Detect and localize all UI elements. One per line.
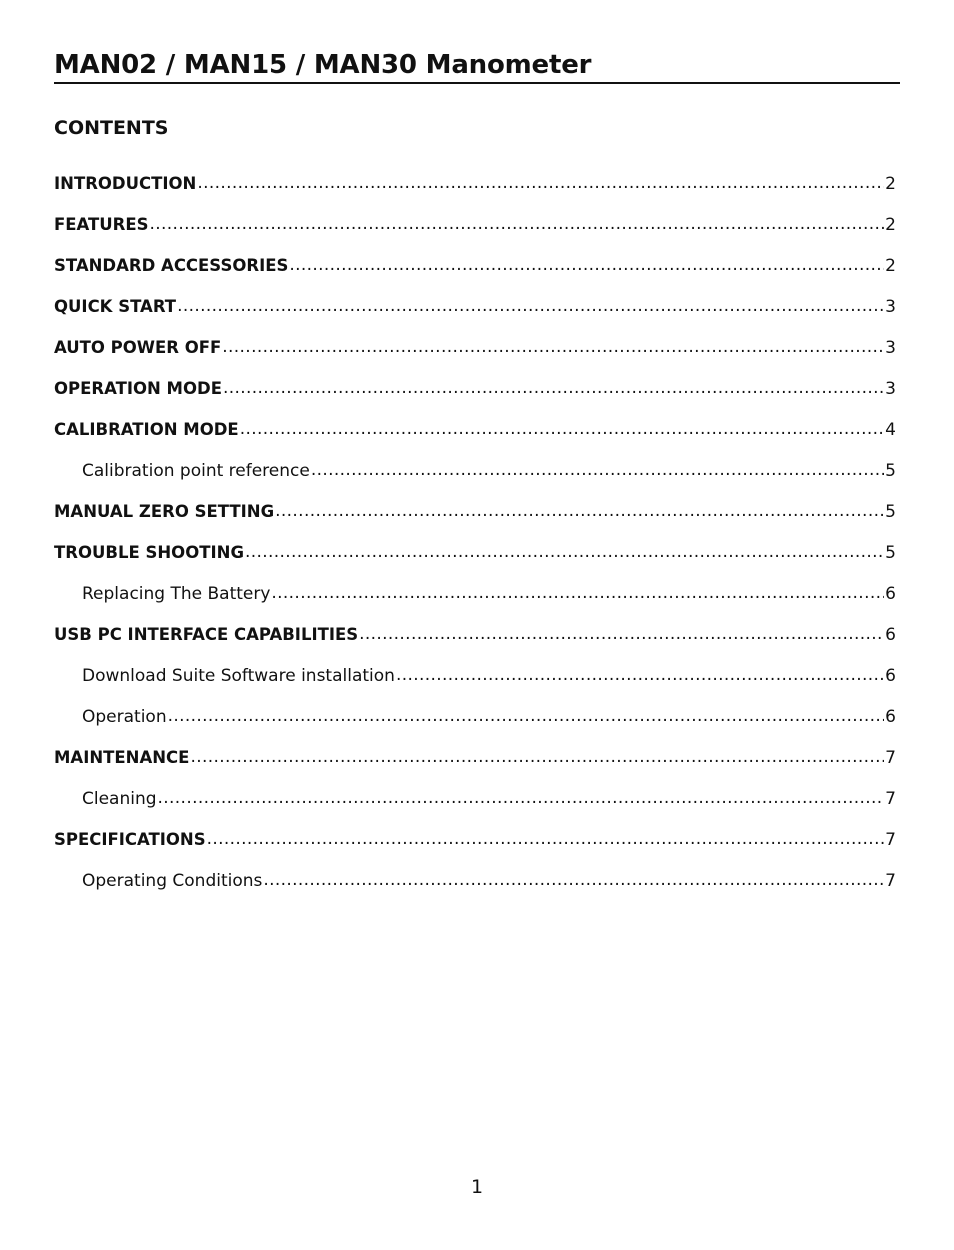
toc-dot-leader [207, 828, 885, 850]
toc-entry-page: 5 [885, 502, 896, 522]
toc-entry-standard-accessories[interactable] [54, 255, 896, 296]
toc-entry-page: 3 [885, 297, 896, 317]
toc-entry-label: Cleaning [82, 789, 157, 809]
toc-entry-download-suite-software-installation[interactable] [54, 665, 896, 706]
table-of-contents [54, 173, 896, 911]
toc-entry-page: 6 [885, 707, 896, 727]
toc-entry-operation[interactable] [54, 706, 896, 747]
toc-entry-page: 7 [885, 871, 896, 891]
toc-entry-label: Calibration point reference [82, 461, 310, 481]
toc-entry-page: 2 [885, 174, 896, 194]
toc-dot-leader [275, 500, 884, 522]
toc-dot-leader [168, 705, 885, 727]
toc-dot-leader [150, 213, 885, 235]
toc-dot-leader [177, 295, 884, 317]
toc-entry-label: AUTO POWER OFF [54, 338, 222, 357]
toc-dot-leader [222, 336, 884, 358]
toc-entry-features[interactable] [54, 214, 896, 255]
toc-entry-page: 3 [885, 338, 896, 358]
toc-entry-page: 3 [885, 379, 896, 399]
toc-entry-quick-start[interactable] [54, 296, 896, 337]
toc-entry-manual-zero-setting[interactable] [54, 501, 896, 542]
toc-entry-label: USB PC INTERFACE CAPABILITIES [54, 625, 359, 644]
toc-entry-page: 2 [885, 215, 896, 235]
toc-dot-leader [197, 172, 884, 194]
toc-dot-leader [271, 582, 884, 604]
toc-entry-page: 6 [885, 625, 896, 645]
toc-entry-specifications[interactable] [54, 829, 896, 870]
toc-entry-label: Operating Conditions [82, 871, 263, 891]
toc-entry-label: STANDARD ACCESSORIES [54, 256, 289, 275]
toc-entry-page: 2 [885, 256, 896, 276]
toc-entry-label: CALIBRATION MODE [54, 420, 239, 439]
toc-entry-page: 4 [885, 420, 896, 440]
toc-entry-label: Replacing The Battery [82, 584, 271, 604]
toc-entry-label: INTRODUCTION [54, 174, 197, 193]
toc-dot-leader [158, 787, 885, 809]
toc-dot-leader [311, 459, 884, 481]
contents-heading: CONTENTS [54, 117, 169, 139]
toc-entry-page: 7 [885, 748, 896, 768]
toc-dot-leader [245, 541, 884, 563]
toc-dot-leader [289, 254, 884, 276]
toc-entry-page: 5 [885, 543, 896, 563]
toc-entry-page: 7 [885, 830, 896, 850]
toc-entry-page: 7 [885, 789, 896, 809]
toc-entry-label: SPECIFICATIONS [54, 830, 206, 849]
toc-entry-operating-conditions[interactable] [54, 870, 896, 911]
toc-entry-label: QUICK START [54, 297, 177, 316]
document-title: MAN02 / MAN15 / MAN30 Manometer [54, 50, 592, 80]
toc-dot-leader [190, 746, 884, 768]
toc-entry-label: Operation [82, 707, 167, 727]
toc-entry-introduction[interactable] [54, 173, 896, 214]
toc-entry-calibration-point-reference[interactable] [54, 460, 896, 501]
toc-dot-leader [263, 869, 884, 891]
toc-entry-label: MAINTENANCE [54, 748, 190, 767]
toc-entry-auto-power-off[interactable] [54, 337, 896, 378]
toc-entry-label: Download Suite Software installation [82, 666, 395, 686]
toc-entry-maintenance[interactable] [54, 747, 896, 788]
toc-dot-leader [223, 377, 884, 399]
toc-entry-label: MANUAL ZERO SETTING [54, 502, 275, 521]
toc-entry-label: OPERATION MODE [54, 379, 222, 398]
toc-dot-leader [240, 418, 884, 440]
toc-entry-cleaning[interactable] [54, 788, 896, 829]
page-number: 1 [470, 1176, 484, 1198]
toc-entry-replacing-the-battery[interactable] [54, 583, 896, 624]
toc-entry-page: 6 [885, 584, 896, 604]
toc-entry-label: TROUBLE SHOOTING [54, 543, 244, 562]
toc-entry-trouble-shooting[interactable] [54, 542, 896, 583]
toc-entry-page: 5 [885, 461, 896, 481]
toc-entry-calibration-mode[interactable] [54, 419, 896, 460]
title-underline [54, 82, 900, 84]
toc-entry-operation-mode[interactable] [54, 378, 896, 419]
toc-entry-page: 6 [885, 666, 896, 686]
toc-dot-leader [396, 664, 884, 686]
toc-entry-usb-pc-interface-capabilities[interactable] [54, 624, 896, 665]
toc-dot-leader [359, 623, 884, 645]
toc-entry-label: FEATURES [54, 215, 149, 234]
